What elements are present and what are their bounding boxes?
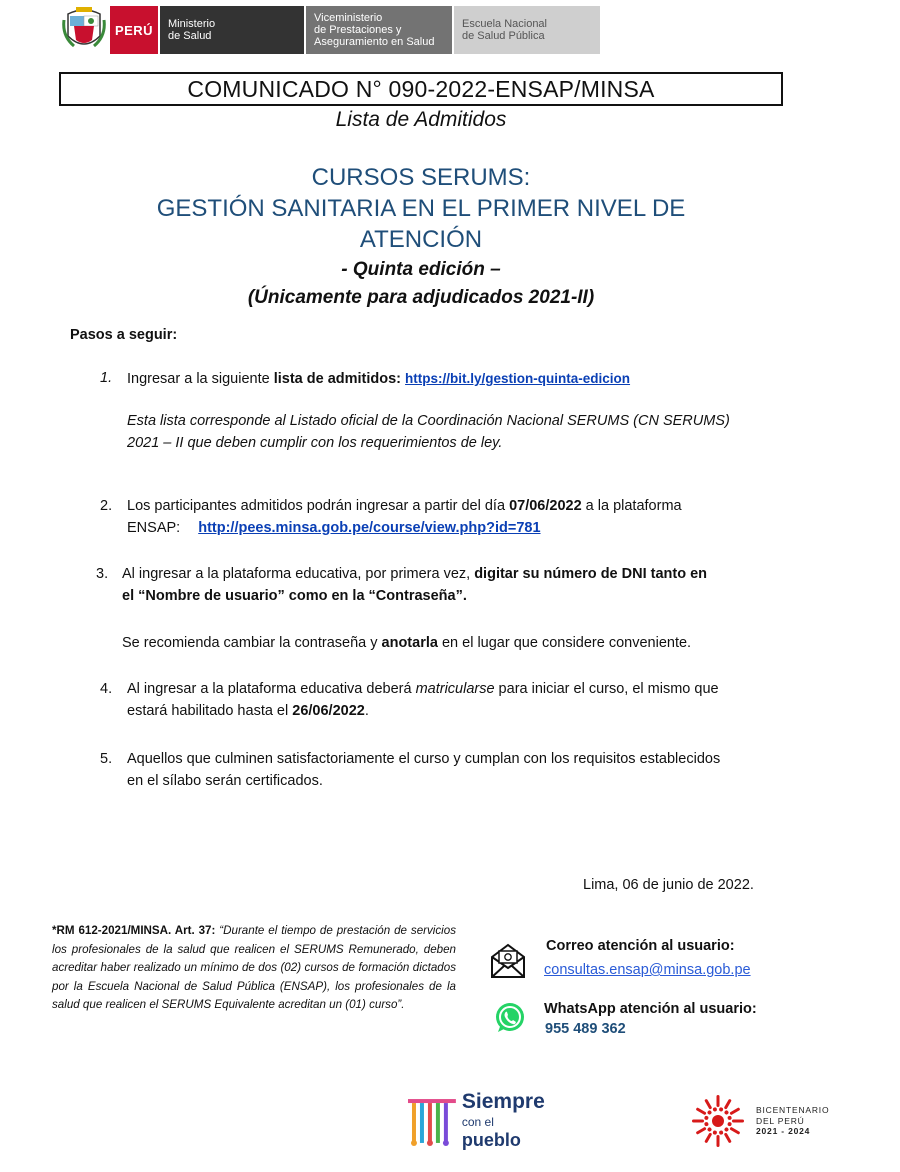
step-italic: matricularse (415, 681, 495, 697)
step-number: 3. (96, 566, 109, 582)
bicentenario-text: BICENTENARIO (756, 1105, 830, 1116)
support-email-link[interactable]: consultas.ensap@minsa.gob.pe (544, 962, 751, 978)
step-number: 4. (100, 681, 113, 697)
step-5-text: Aquellos que culminen satisfactoriamente el curso y cumplan con los requisitos establecidos (127, 751, 721, 767)
step-3-recommendation (122, 633, 691, 654)
step-text: Al ingresar a la plataforma educativa deberá (127, 681, 416, 697)
step-text: estará habilitado hasta el (127, 703, 293, 719)
ensap-line: de Salud Pública (462, 30, 545, 42)
course-title-line: GESTIÓN SANITARIA EN EL PRIMER NIVEL DE (156, 195, 686, 222)
ministerio-line: Ministerio (168, 18, 216, 30)
step-1-note: Esta lista corresponde al Listado oficial de la Coordinación Nacional SERUMS (CN SERUMS) (127, 413, 730, 429)
course-title-line: ATENCIÓN (359, 226, 483, 253)
step-text: a la plataforma (581, 498, 682, 514)
step-1-note: 2021 – II que deben cumplir con los requerimientos de ley. (127, 435, 503, 451)
platform-link[interactable]: http://pees.minsa.gob.pe/course/view.php?id=781 (198, 520, 541, 536)
siempre-con-el-pueblo-logo (406, 1092, 556, 1150)
ensap-line: Escuela Nacional (462, 18, 547, 30)
step-4-text (127, 679, 719, 700)
email-heading: Correo atención al usuario: (546, 938, 735, 954)
whatsapp-heading: WhatsApp atención al usuario: (544, 1001, 757, 1017)
step-number: 2. (100, 498, 113, 514)
edition-line: - Quinta edición – (341, 259, 501, 280)
step-1-text (127, 368, 630, 390)
bicentenario-logo (690, 1090, 850, 1152)
coat-of-arms-icon (62, 6, 106, 54)
step-3-text (122, 564, 707, 585)
peru-label: PERÚ (110, 6, 158, 54)
step-text: Ingresar a la siguiente (127, 371, 274, 387)
platform-label: ENSAP: (127, 520, 181, 536)
communique-title: COMUNICADO N° 090-2022-ENSAP/MINSA (59, 72, 783, 106)
viceministerio-line: Viceministerio (314, 12, 383, 24)
step-text: en el lugar que considere conveniente. (437, 635, 692, 651)
step-number: 5. (100, 751, 113, 767)
step-date: 26/06/2022 (292, 703, 365, 719)
viceministerio-line: Aseguramiento en Salud (314, 36, 435, 48)
step-number: 1. (100, 370, 113, 386)
bicentenario-years: 2021 - 2024 (756, 1126, 811, 1137)
ministerio-block (160, 6, 304, 54)
ministerio-line: de Salud (168, 30, 212, 42)
edition-line: (Únicamente para adjudicados 2021-II) (247, 287, 595, 308)
footnote-reference: *RM 612-2021/MINSA. Art. 37: (52, 924, 216, 937)
step-text: Se recomienda cambiar la contraseña y (122, 635, 382, 651)
admitted-list-link[interactable]: https://bit.ly/gestion-quinta-edicion (405, 371, 631, 386)
edition-info (0, 256, 842, 312)
step-bold: lista de admitidos: (273, 371, 402, 387)
step-1 (100, 368, 112, 389)
viceministerio-block (306, 6, 452, 54)
steps-heading: Pasos a seguir: (70, 327, 178, 343)
step-5-text: en el sílabo serán certificados. (127, 773, 323, 789)
step-2-text (127, 496, 682, 517)
step-bold: digitar su número de DNI tanto en (474, 566, 708, 582)
envelope-icon (489, 942, 527, 985)
step-text: Al ingresar a la plataforma educativa, por primera vez, (122, 566, 475, 582)
whatsapp-icon (493, 1001, 527, 1040)
viceministerio-line: de Prestaciones y (314, 24, 402, 36)
siempre-text: Siempre (461, 1090, 545, 1113)
bicentenario-text: DEL PERÚ (756, 1115, 805, 1126)
place-date: Lima, 06 de junio de 2022. (583, 877, 754, 893)
bicentenario-sun-icon (690, 1093, 746, 1149)
step-4-line2 (127, 701, 369, 722)
step-text: Los participantes admitidos podrán ingresar a partir del día (127, 498, 510, 514)
whatsapp-phone: 955 489 362 (545, 1021, 626, 1037)
ensap-block (454, 6, 600, 54)
siempre-text-small: con el (461, 1115, 494, 1129)
step-2-platform (127, 518, 541, 539)
course-title (0, 162, 842, 255)
siempre-logo-icon (406, 1093, 458, 1149)
communique-subtitle: Lista de Admitidos (335, 108, 507, 131)
course-title-line: CURSOS SERUMS: (311, 164, 531, 191)
step-3-bold: el “Nombre de usuario” como en la “Contraseña”. (122, 588, 467, 604)
step-bold: anotarla (381, 635, 438, 651)
step-text: para iniciar el curso, el mismo que (494, 681, 719, 697)
step-date: 07/06/2022 (509, 498, 582, 514)
institution-header (62, 6, 600, 54)
legal-footnote (52, 922, 456, 1015)
siempre-text-pueblo: pueblo (461, 1130, 521, 1150)
footnote-text: “Durante el tiempo de prestación de servicios los profesionales de la salud que realicen el SERUMS Remunerado, deben acreditar haber realizado un mínimo de dos (02) cursos de formación dictados por la Escuela Nacional de Salud Pública (ENSAP), los profesionales de la salud que realicen el SERUMS Equivalente acreditan un (01) curso”. (52, 924, 457, 1011)
step-text: . (364, 703, 369, 719)
